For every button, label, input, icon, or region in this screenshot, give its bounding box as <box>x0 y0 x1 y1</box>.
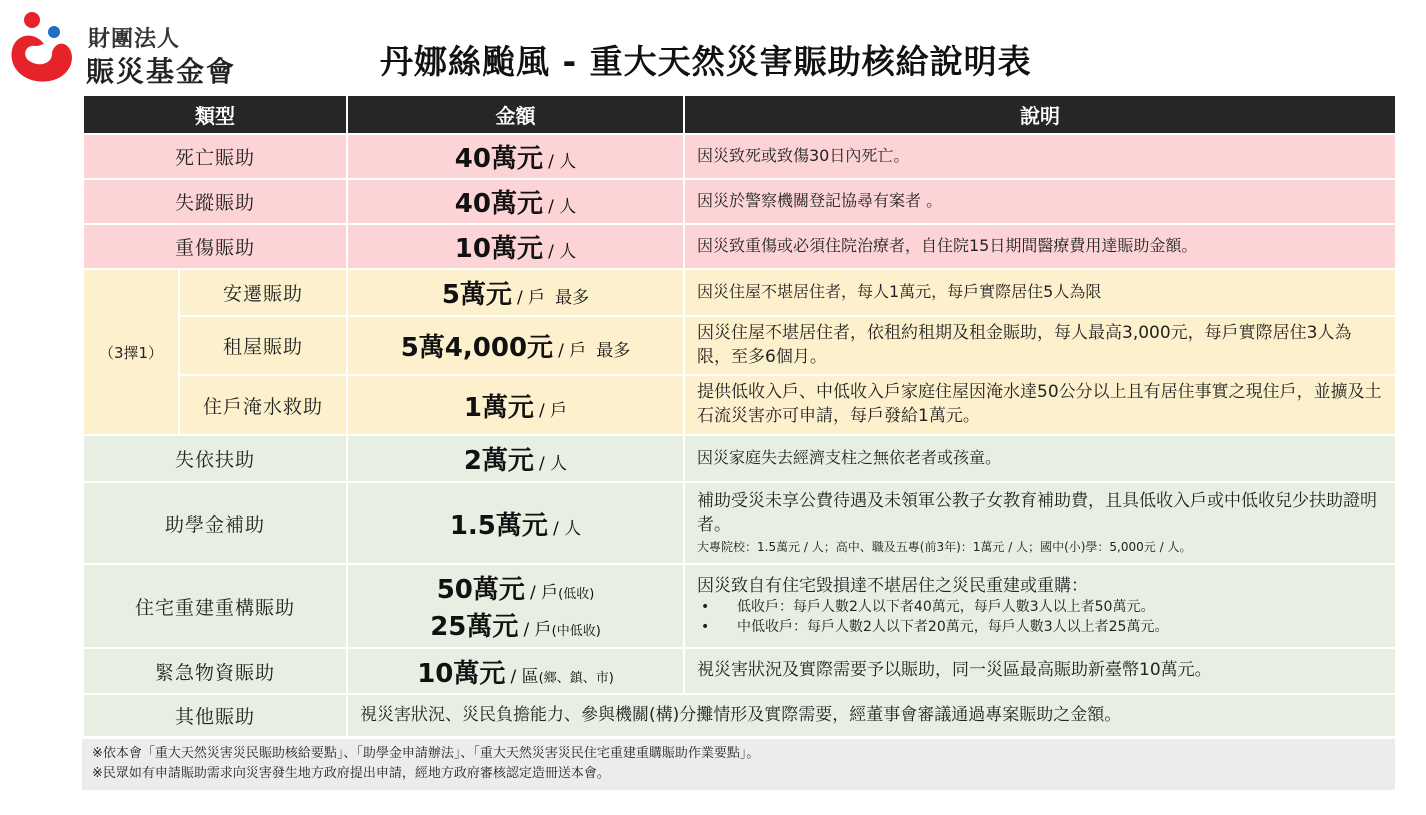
amount-unit: / 人 <box>548 152 577 172</box>
choose-one-label: （3擇1） <box>83 269 179 435</box>
org-logo <box>8 8 258 88</box>
amount-value: 40萬元 <box>454 144 543 174</box>
amount-value: 2萬元 <box>463 446 534 476</box>
desc-detail: 大專院校：1.5萬元 / 人；高中、職及五專(前3年)：1萬元 / 人；國中(小)學：5,000元 / 人。 <box>697 540 1192 555</box>
amount-value: 40萬元 <box>454 189 543 219</box>
row-type: 失依扶助 <box>83 435 347 482</box>
row-desc: 因災於警察機關登記協尋有案者 。 <box>684 179 1396 224</box>
row-desc: 提供低收入戶、中低收入戶家庭住屋因淹水達50公分以上且有居住事實之現住戶，並擴及土石流災害亦可申請，每戶發給1萬元。 <box>684 375 1396 435</box>
table-row <box>83 316 1396 375</box>
table-row <box>83 375 1396 435</box>
row-type: 緊急物資賑助 <box>83 648 347 694</box>
row-desc: 視災害狀況、災民負擔能力、參與機關(構)分攤情形及實際需要，經董事會審議通過專案賑助之金額。 <box>347 694 1396 737</box>
amount-unit: / 人 <box>548 242 577 262</box>
amount-qualifier-2: (中低收) <box>551 624 601 639</box>
relief-table <box>82 94 1397 738</box>
header-type: 類型 <box>83 95 347 134</box>
row-desc: 因災住屋不堪居住者，每人1萬元，每戶實際居住5人為限 <box>684 269 1396 316</box>
amount-unit: / 人 <box>553 518 582 539</box>
row-amount <box>347 482 684 564</box>
amount-value: 1.5萬元 <box>449 510 548 541</box>
charity-hands-icon <box>8 8 80 88</box>
footnote-line: ※依本會「重大天然災害災民賑助核給要點」、「助學金申請辦法」、「重大天然災害災民住宅重建重購賑助作業要點」。 <box>92 746 760 761</box>
row-amount <box>347 224 684 269</box>
row-desc: 因災致死或致傷30日內死亡。 <box>684 134 1396 179</box>
table-row <box>83 694 1396 737</box>
amount-qualifier: (低收) <box>558 587 595 602</box>
bullet-item: • 低收戶：每戶人數2人以下者40萬元，每戶人數3人以上者50萬元。 <box>701 599 1155 616</box>
row-desc: 視災害狀況及實際需要予以賑助，同一災區最高賑助新臺幣10萬元。 <box>684 648 1396 694</box>
org-name-prefix: 財團法人 <box>88 27 181 52</box>
row-type: 住宅重建重構賑助 <box>83 564 347 648</box>
amount-unit: / 戶 <box>517 288 546 308</box>
row-desc <box>684 564 1396 648</box>
org-name: 賑災基金會 <box>86 55 237 88</box>
row-amount <box>347 269 684 316</box>
footnotes <box>82 739 1395 790</box>
amount-unit: / 戶 <box>529 583 559 603</box>
amount-unit-2: / 戶 <box>523 620 552 640</box>
row-type: 死亡賑助 <box>83 134 347 179</box>
desc-text: 因災致自有住宅毀損達不堪居住之災民重建或重購： <box>697 575 1088 596</box>
amount-unit: / 戶 <box>539 400 568 421</box>
table-row <box>83 564 1396 648</box>
table-row <box>83 482 1396 564</box>
table-row <box>83 224 1396 269</box>
row-amount <box>347 648 684 694</box>
amount-value: 10萬元 <box>417 658 506 689</box>
row-type: 失蹤賑助 <box>83 179 347 224</box>
amount-unit: / 區 <box>510 666 539 687</box>
amount-unit: / 人 <box>548 197 577 217</box>
row-type: 助學金補助 <box>83 482 347 564</box>
header-amount: 金額 <box>347 95 684 134</box>
desc-text: 補助受災未享公費待遇及未領軍公教子女教育補助費，且具低收入戶或中低收兒少扶助證明者。 <box>697 490 1377 535</box>
table-row <box>83 134 1396 179</box>
amount-value: 5萬元 <box>441 280 512 310</box>
amount-value: 10萬元 <box>454 234 543 264</box>
page-title: 丹娜絲颱風 - 重大天然災害賑助核給說明表 <box>380 42 1032 81</box>
amount-value-2: 25萬元 <box>430 612 519 642</box>
amount-value: 5萬4,000元 <box>400 333 554 363</box>
header-desc: 說明 <box>684 95 1396 134</box>
row-amount <box>347 564 684 648</box>
table-row <box>83 648 1396 694</box>
row-type: 住戶淹水救助 <box>179 375 347 435</box>
amount-value: 50萬元 <box>436 575 525 605</box>
row-amount <box>347 179 684 224</box>
table-row <box>83 269 1396 316</box>
amount-value: 1萬元 <box>463 392 534 423</box>
row-amount <box>347 316 684 375</box>
amount-unit: / 戶 <box>558 341 587 361</box>
bullet-text: 中低收戶：每戶人數2人以下者20萬元，每戶人數3人以上者25萬元。 <box>737 618 1169 635</box>
row-desc: 因災家庭失去經濟支柱之無依老者或孩童。 <box>684 435 1396 482</box>
bullet-item: • 中低收戶：每戶人數2人以下者20萬元，每戶人數3人以上者25萬元。 <box>701 618 1169 635</box>
amount-note: 最多 <box>555 288 590 308</box>
footnote-line: ※民眾如有申請賑助需求向災害發生地方政府提出申請，經地方政府審核認定造冊送本會。 <box>92 765 610 781</box>
row-desc <box>684 482 1396 564</box>
table-row <box>83 179 1396 224</box>
row-desc: 因災住屋不堪居住者，依租約租期及租金賑助，每人最高3,000元，每戶實際居住3人為限，至多6個月。 <box>684 316 1396 375</box>
table-header-row <box>83 95 1396 134</box>
row-type: 其他賑助 <box>83 694 347 737</box>
amount-unit: / 人 <box>539 454 568 474</box>
row-amount <box>347 435 684 482</box>
bullet-text: 低收戶：每戶人數2人以下者40萬元，每戶人數3人以上者50萬元。 <box>737 599 1155 616</box>
row-type: 重傷賑助 <box>83 224 347 269</box>
amount-note: 最多 <box>596 341 631 361</box>
row-type: 租屋賑助 <box>179 316 347 375</box>
row-type: 安遷賑助 <box>179 269 347 316</box>
row-amount <box>347 375 684 435</box>
row-amount <box>347 134 684 179</box>
amount-qualifier: (鄉、鎮、市) <box>538 670 614 686</box>
table-row <box>83 435 1396 482</box>
row-desc: 因災致重傷或必須住院治療者，自住院15日期間醫療費用達賑助金額。 <box>684 224 1396 269</box>
